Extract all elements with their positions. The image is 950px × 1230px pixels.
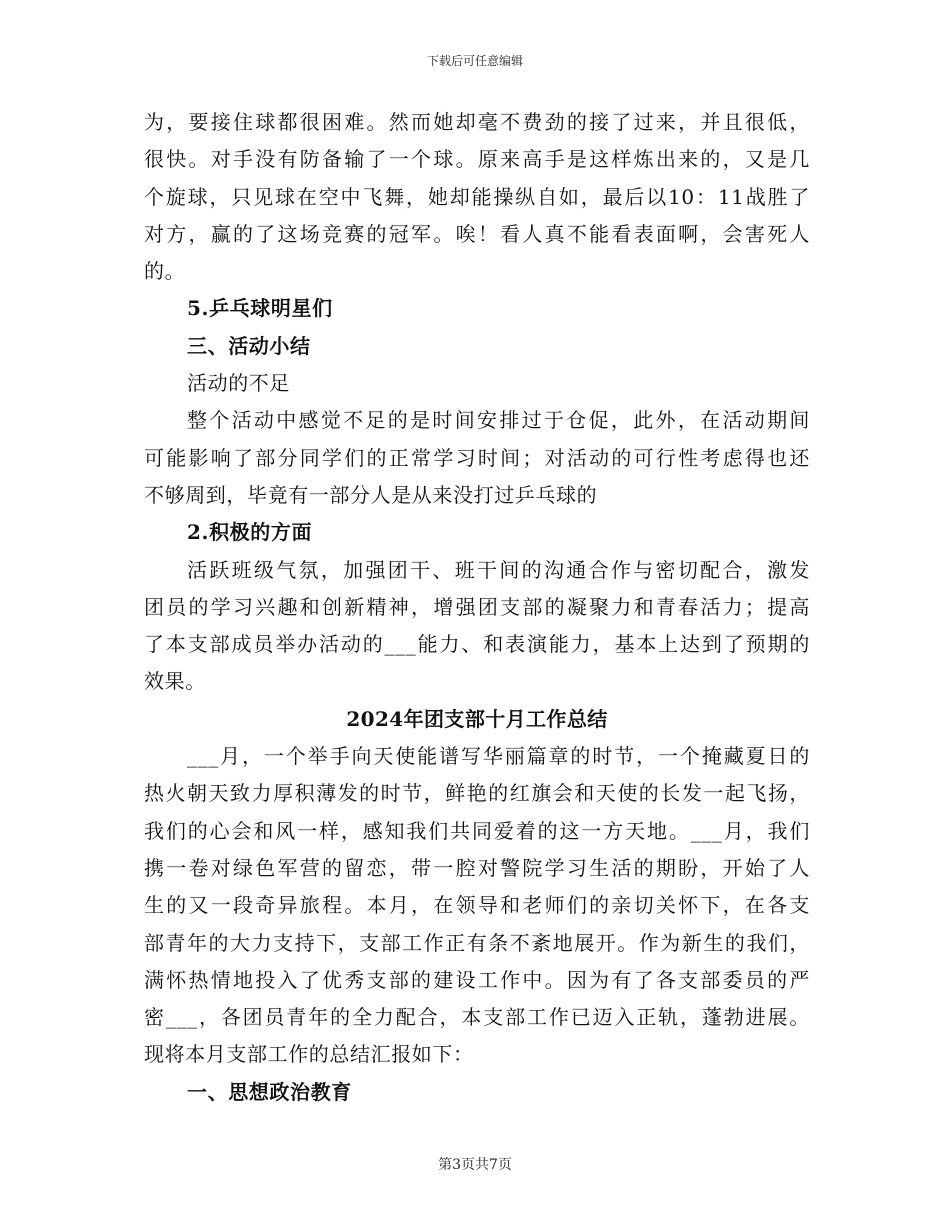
text-line: 热火朝天致力厚积薄发的时节，鲜艳的红旗会和天使的长发一起飞扬，	[144, 781, 810, 806]
text-line: 整个活动中感觉不足的是时间安排过于仓促，此外，在活动期间	[187, 408, 810, 433]
text-line: 很快。对手没有防备输了一个球。原来高手是这样炼出来的，又是几	[144, 147, 810, 172]
text-line: 现将本月支部工作的总结汇报如下：	[144, 1042, 474, 1067]
text-line: 可能影响了部分同学们的正常学习时间；对活动的可行性考虑得也还	[144, 445, 810, 470]
text-line: 生的又一段奇异旅程。本月，在领导和老师们的亲切关怀下，在各支	[144, 893, 810, 918]
text-line: 密___，各团员青年的全力配合，本支部工作已迈入正轨，蓬勃进展。	[144, 1005, 810, 1030]
text-line: 效果。	[144, 669, 206, 694]
text-line: 一、思想政治教育	[187, 1079, 352, 1104]
text-line: 活跃班级气氛，加强团干、班干间的沟通合作与密切配合，激发	[187, 557, 810, 582]
text-line: 携一卷对绿色军营的留恋，带一腔对警院学习生活的期盼，开始了人	[144, 855, 810, 880]
text-line: 部青年的大力支持下，支部工作正有条不紊地展开。作为新生的我们，	[144, 930, 810, 955]
text-line: 的。	[144, 259, 186, 284]
text-line: 对方，赢的了这场竞赛的冠军。唉！看人真不能看表面啊，会害死人	[144, 221, 810, 246]
text-line: 为，要接住球都很困难。然而她却毫不费劲的接了过来，并且很低，	[144, 110, 810, 134]
document-body	[144, 104, 810, 1111]
text-line: 2.积极的方面	[187, 520, 313, 545]
text-line: 不够周到，毕竟有一部分人是从来没打过乒乓球的	[144, 482, 598, 507]
text-line: 5.乒乓球明星们	[187, 296, 333, 321]
text-line: ___月，一个举手向天使能谱写华丽篇章的时节，一个掩藏夏日的	[187, 744, 810, 769]
text-line: 满怀热情地投入了优秀支部的建设工作中。因为有了各支部委员的严	[144, 967, 810, 992]
page-footer: 第3页共7页	[438, 1157, 512, 1173]
page-header: 下载后可任意编辑	[426, 54, 523, 68]
text-line: 三、活动小结	[187, 333, 311, 358]
text-line: 我们的心会和风一样，感知我们共同爱着的这一方天地。___月，我们	[144, 818, 810, 843]
text-line: 了本支部成员举办活动的___能力、和表演能力，基本上达到了预期的	[144, 632, 810, 657]
text-line: 个旋球，只见球在空中飞舞，她却能操纵自如，最后以10：11战胜了	[144, 184, 810, 209]
text-line: 活动的不足	[187, 371, 290, 396]
text-line: 团员的学习兴趣和创新精神，增强团支部的凝聚力和青春活力；提高	[144, 594, 810, 619]
text-line: 2024年团支部十月工作总结	[346, 706, 608, 731]
